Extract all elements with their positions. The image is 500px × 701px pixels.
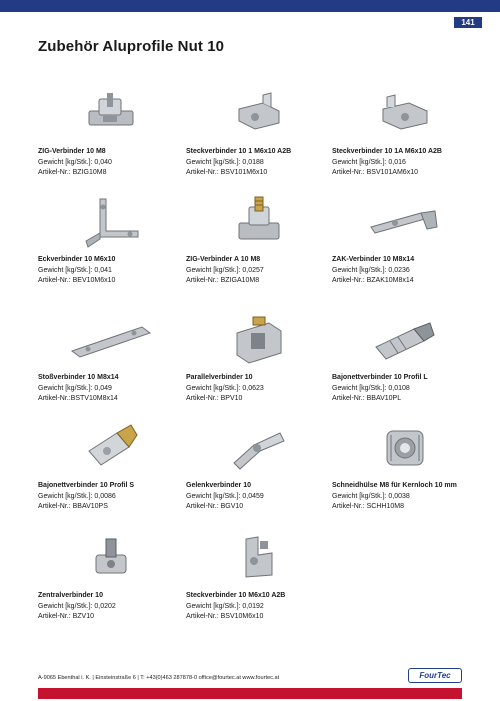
- product-card: [186, 526, 332, 632]
- plug-connector-icon: [186, 82, 332, 146]
- hinge-connector-icon: [186, 416, 332, 480]
- product-card: [186, 308, 332, 414]
- product-card: [38, 416, 184, 522]
- product-card: [332, 308, 478, 414]
- product-card: [332, 190, 478, 296]
- product-article-number: Artikel-Nr.: BPV10: [186, 395, 243, 402]
- product-name: Bajonettverbinder 10 Profil L: [332, 374, 428, 381]
- page-number: 141: [454, 17, 482, 28]
- logo-text: FourTec: [419, 671, 451, 680]
- product-card: [332, 416, 478, 522]
- central-connector-icon: [38, 526, 184, 590]
- product-weight: Gewicht [kg/Stk.]: 0,0086: [38, 493, 116, 500]
- product-article-number: Artikel-Nr.: BBAV10PS: [38, 503, 108, 510]
- corner-connector-icon: [38, 190, 184, 254]
- fourtec-logo: [408, 668, 462, 683]
- zig-connector-icon: [186, 190, 332, 254]
- product-name: Parallelverbinder 10: [186, 374, 253, 381]
- product-article-number: Artikel-Nr.: BZIG10M8: [38, 169, 107, 176]
- product-article-number: Artikel-Nr.: BZIGA10M8: [186, 277, 260, 284]
- product-card: [38, 190, 184, 296]
- product-weight: Gewicht [kg/Stk.]: 0,016: [332, 159, 406, 166]
- parallel-connector-icon: [186, 308, 332, 372]
- product-card: [38, 308, 184, 414]
- product-name: Gelenkverbinder 10: [186, 482, 251, 489]
- plug-connector-icon: [332, 82, 478, 146]
- bayonet-connector-icon: [332, 308, 478, 372]
- product-card: [186, 190, 332, 296]
- product-card: [186, 416, 332, 522]
- product-weight: Gewicht [kg/Stk.]: 0,0038: [332, 493, 410, 500]
- zak-connector-icon: [332, 190, 478, 254]
- product-weight: Gewicht [kg/Stk.]: 0,0459: [186, 493, 264, 500]
- cutting-sleeve-icon: [332, 416, 478, 480]
- product-article-number: Artikel-Nr.: BSV10M6x10: [186, 613, 264, 620]
- product-article-number: Artikel-Nr.: BSV101AM6x10: [332, 169, 418, 176]
- product-weight: Gewicht [kg/Stk.]: 0,0236: [332, 267, 410, 274]
- product-weight: Gewicht [kg/Stk.]: 0,0257: [186, 267, 264, 274]
- header-bar: [0, 0, 500, 12]
- footer-bar: [38, 688, 462, 699]
- zig-connector-icon: [38, 82, 184, 146]
- product-weight: Gewicht [kg/Stk.]: 0,041: [38, 267, 112, 274]
- product-weight: Gewicht [kg/Stk.]: 0,049: [38, 385, 112, 392]
- page-title: Zubehör Aluprofile Nut 10: [38, 38, 225, 55]
- product-name: Steckverbinder 10 1 M6x10 A2B: [186, 148, 292, 155]
- product-article-number: Artikel-Nr.:BSTV10M8x14: [38, 395, 118, 402]
- product-weight: Gewicht [kg/Stk.]: 0,040: [38, 159, 112, 166]
- product-name: Eckverbinder 10 M6x10: [38, 256, 116, 263]
- footer-contact: A-9065 Ebenthal i. K. | Einsteinstraße 6 | T: +43(0)463 287878-0 office@fourtec.at www.fourtec.at: [38, 675, 280, 681]
- product-name: ZIG-Verbinder 10 M8: [38, 148, 106, 155]
- product-name: Steckverbinder 10 M6x10 A2B: [186, 592, 286, 599]
- product-name: Zentralverbinder 10: [38, 592, 103, 599]
- product-name: Steckverbinder 10 1A M6x10 A2B: [332, 148, 442, 155]
- product-card: [38, 82, 184, 188]
- product-card: [186, 82, 332, 188]
- product-article-number: Artikel-Nr.: BSV101M6x10: [186, 169, 268, 176]
- product-weight: Gewicht [kg/Stk.]: 0,0192: [186, 603, 264, 610]
- product-article-number: Artikel-Nr.: BBAV10PL: [332, 395, 402, 402]
- product-name: Bajonettverbinder 10 Profil S: [38, 482, 135, 489]
- product-name: ZIG-Verbinder A 10 M8: [186, 256, 261, 263]
- product-article-number: Artikel-Nr.: BGV10: [186, 503, 244, 510]
- product-article-number: Artikel-Nr.: BZV10: [38, 613, 95, 620]
- product-article-number: Artikel-Nr.: BEV10M6x10: [38, 277, 116, 284]
- plug-connector-icon: [186, 526, 332, 590]
- bayonet-connector-icon: [38, 416, 184, 480]
- product-weight: Gewicht [kg/Stk.]: 0,0202: [38, 603, 116, 610]
- product-article-number: Artikel-Nr.: BZAK10M8x14: [332, 277, 414, 284]
- product-article-number: Artikel-Nr.: SCHH10M8: [332, 503, 404, 510]
- product-card: [38, 526, 184, 632]
- product-name: Stoßverbinder 10 M8x14: [38, 374, 119, 381]
- butt-connector-icon: [38, 308, 184, 372]
- product-name: ZAK-Verbinder 10 M8x14: [332, 256, 415, 263]
- product-weight: Gewicht [kg/Stk.]: 0,0108: [332, 385, 410, 392]
- product-weight: Gewicht [kg/Stk.]: 0,0188: [186, 159, 264, 166]
- product-name: Schneidhülse M8 für Kernloch 10 mm: [332, 482, 457, 489]
- product-card: [332, 82, 478, 188]
- product-weight: Gewicht [kg/Stk.]: 0,0623: [186, 385, 264, 392]
